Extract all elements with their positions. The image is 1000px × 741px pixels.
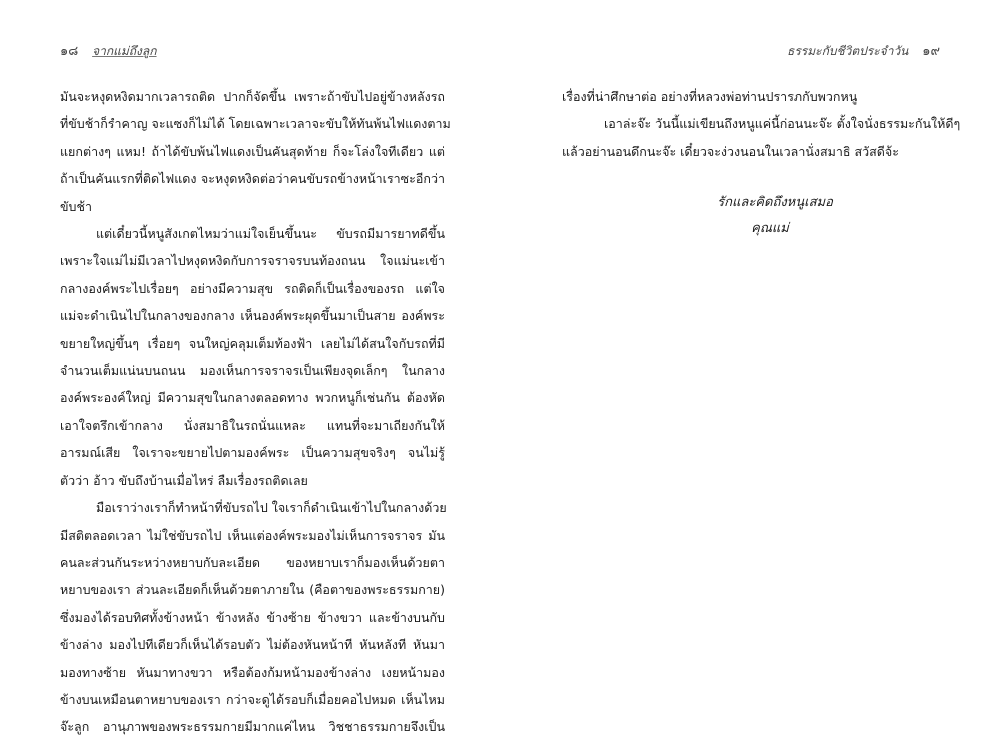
left-page: [0, 0, 500, 735]
text-line: มีสติตลอดเวลา ไม่ใช่ขับรถไป เห็นแต่องค์พระมองไม่เห็นการจราจร มัน: [60, 527, 445, 543]
text-line: เรื่องที่น่าศึกษาต่อ อย่างที่หลวงพ่อท่านปรารภกับพวกหนู: [562, 89, 858, 104]
text-line: ที่ขับช้าก็รำคาญ จะแซงก็ไม่ได้ โดยเฉพาะเวลาจะขับให้ทันพ้นไฟแดงตาม: [60, 116, 451, 132]
text-line: จำนวนเต็มแน่นบนถนน มองเห็นการจราจรเป็นเพียงจุดเล็กๆ ในกลาง: [60, 363, 445, 379]
text-line: แม่จะดำเนินไปในกลางของกลาง เห็นองค์พระผุดขึ้นมาเป็นสาย องค์พระ: [60, 308, 445, 324]
text-line: กลางองค์พระไปเรื่อยๆ อย่างมีความสุข รถติดก็เป็นเรื่องของรถ แต่ใจ: [60, 280, 445, 296]
text-line: แล้วอย่านอนดึกนะจ๊ะ เดี๋ยวจะง่วงนอนในเวลานั่งสมาธิ สวัสดีจ้ะ: [562, 143, 899, 159]
text-line: อารมณ์เสีย ใจเราจะขยายไปตามองค์พระ เป็นความสุขจริงๆ จนไม่รู้: [60, 445, 445, 461]
text-line: ข้างล่าง มองไปทีเดียวก็เห็นได้รอบตัว ไม่ต้องหันหน้าที หันหลังที หันมา: [60, 637, 445, 653]
text-line: มือเราว่างเราก็ทำหน้าที่ขับรถไป ใจเราก็ดำเนินเข้าไปในกลางด้วย: [96, 500, 447, 516]
text-line: แต่เดี๋ยวนี้หนูสังเกตไหมว่าแม่ใจเย็นขึ้นนะ ขับรถมีมารยาทดีขึ้น: [96, 226, 445, 242]
text-line: แยกต่างๆ แหม! ถ้าได้ขับพ้นไฟแดงเป็นคันสุดท้าย ก็จะโล่งใจทีเดียว แต่: [60, 143, 445, 159]
right-running-title: ธรรมะกับชีวิตประจำวัน: [787, 44, 909, 58]
text-line: ขับช้า: [60, 198, 92, 214]
left-page-number: ๑๘: [60, 44, 79, 59]
text-line: องค์พระองค์ใหญ่ มีความสุขในกลางตลอดทาง พวกหนูก็เช่นกัน ต้องหัด: [60, 390, 445, 406]
right-page-number: ๑๙: [922, 44, 940, 59]
text-line: ซึ่งมองได้รอบทิศทั้งข้างหน้า ข้างหลัง ข้างซ้าย ข้างขวา และข้างบนกับ: [60, 609, 445, 625]
text-line: เอาใจตรึกเข้ากลาง นั่งสมาธิในรถนั่นแหละ แทนที่จะมาเถียงกันให้: [60, 417, 445, 433]
text-line: ตัวว่า อ้าว ขับถึงบ้านเมื่อไหร่ ลืมเรื่องรถติดเลย: [60, 472, 308, 488]
text-line: จ๊ะลูก อานุภาพของพระธรรมกายมีมากแค่ไหน วิชชาธรรมกายจึงเป็น: [60, 719, 445, 735]
text-line: ข้างบนเหมือนตาหยาบของเรา กว่าจะดูได้รอบก็เมื่อยคอไปหมด เห็นไหม: [60, 691, 445, 707]
right-running-header: [787, 40, 940, 61]
signoff-signature: คุณแม่: [751, 221, 789, 236]
right-body-text: [562, 83, 961, 165]
left-running-header: [60, 40, 157, 61]
left-body-text: [60, 83, 451, 741]
text-line: ถ้าเป็นคันแรกที่ติดไฟแดง จะหงุดหงิดต่อว่าคนขับรถข้างหน้าเราซะอีกว่า: [60, 171, 445, 187]
right-page: [500, 0, 1000, 707]
text-line: เพราะใจแม่ไม่มีเวลาไปหงุดหงิดกับการจราจรบนท้องถนน ใจแม่นะเข้า: [60, 253, 445, 269]
text-line: มองทางซ้าย หันมาทางขวา หรือต้องก้มหน้ามองข้างล่าง เงยหน้ามอง: [60, 664, 445, 680]
text-line: ขยายใหญ่ขึ้นๆ เรื่อยๆ จนใหญ่คลุมเต็มท้องฟ้า เลยไม่ได้สนใจกับรถที่มี: [60, 335, 445, 351]
text-line: คนละส่วนกันระหว่างหยาบกับละเอียด ของหยาบเราก็มองเห็นด้วยตา: [60, 554, 445, 570]
text-line: มันจะหงุดหงิดมากเวลารถติด ปากก็จัดขึ้น เพราะถ้าขับไปอยู่ข้างหลังรถ: [60, 89, 445, 104]
left-running-title: จากแม่ถึงลูก: [92, 44, 157, 58]
signoff-closing: รักและคิดถึงหนูเสมอ: [717, 195, 833, 210]
text-line: หยาบของเรา ส่วนละเอียดก็เห็นด้วยตาภายใน (คือตาของพระธรรมกาย): [60, 582, 445, 598]
text-line: เอาล่ะจ๊ะ วันนี้แม่เขียนถึงหนูแค่นี้ก่อนนะจ๊ะ ตั้งใจนั่งธรรมะกันให้ดีๆ: [604, 116, 961, 132]
